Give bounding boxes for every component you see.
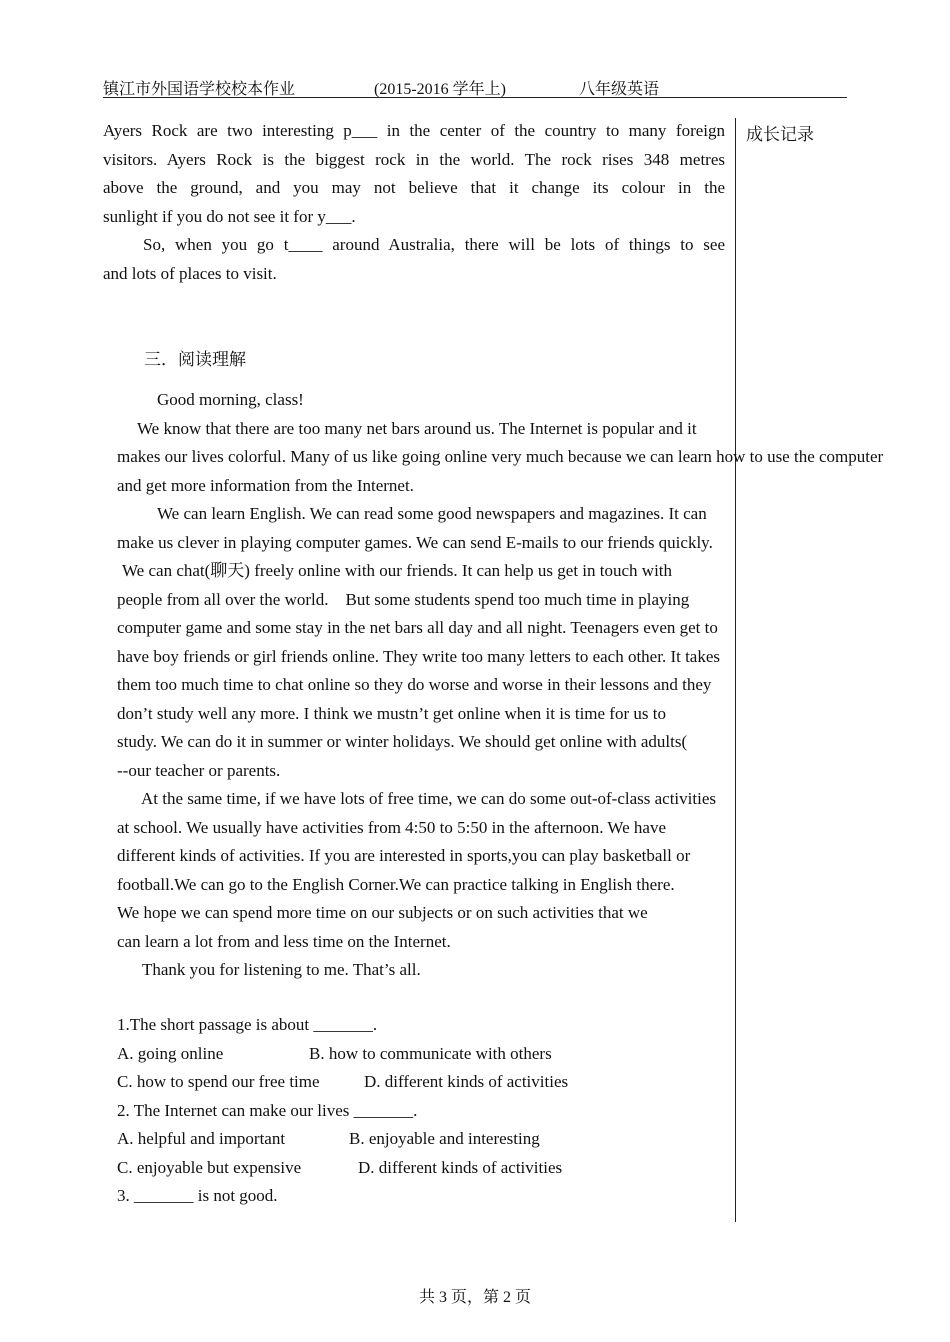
- reading-line: and get more information from the Internet.: [117, 475, 414, 495]
- reading-line: have boy friends or girl friends online. They write too many letters to each other. It takes: [117, 646, 721, 666]
- header-school: 镇江市外国语学校校本作业: [103, 81, 296, 98]
- question-2-option-b: B. enjoyable and interesting: [349, 1129, 540, 1148]
- question-3-stem: 3. _______ is not good.: [117, 1186, 278, 1205]
- reading-line: We know that there are too many net bars around us. The Internet is popular and it: [137, 418, 697, 438]
- question-2-option-c: C. enjoyable but expensive: [117, 1157, 302, 1177]
- passage1-line: and lots of places to visit.: [103, 263, 277, 283]
- passage1-line: above the ground, and you may not believe that it change its colour in the: [103, 178, 725, 197]
- question-1-option-a: A. going online: [117, 1043, 224, 1063]
- question-2-stem: 2. The Internet can make our lives _______.: [117, 1100, 418, 1120]
- question-1-stem: 1.The short passage is about _______.: [117, 1015, 378, 1034]
- passage1-line: sunlight if you do not see it for y___.: [103, 206, 356, 226]
- reading-line: We can learn English. We can read some good newspapers and magazines. It can: [157, 504, 707, 523]
- reading-line: We can chat(聊天) freely online with our friends. It can help us get in touch with: [122, 561, 673, 580]
- question-2-option-a: A. helpful and important: [117, 1129, 286, 1148]
- reading-line: football.We can go to the English Corner.We can practice talking in English there.: [117, 874, 675, 894]
- reading-line: them too much time to chat online so they do worse and worse in their lessons and they: [117, 675, 712, 694]
- question-1-option-c: C. how to spend our free time: [117, 1072, 320, 1091]
- passage1-line: So, when you go t____ around Australia, there will be lots of things to see: [143, 235, 725, 254]
- header-year: (2015-2016 学年上): [374, 81, 506, 98]
- reading-line: --our teacher or parents.: [117, 760, 281, 780]
- header-grade: 八年级英语: [579, 81, 660, 98]
- section-title: 三．阅读理解: [144, 350, 246, 369]
- header-rule: [103, 97, 847, 98]
- reading-line: people from all over the world. But some students spend too much time in playing: [117, 589, 690, 609]
- reading-line: We hope we can spend more time on our subjects or on such activities that we: [117, 903, 648, 922]
- reading-line: make us clever in playing computer games. We can send E-mails to our friends quickly.: [117, 532, 713, 552]
- reading-line: study. We can do it in summer or winter holidays. We should get online with adults(: [117, 732, 688, 751]
- reading-line: makes our lives colorful. Many of us like going online very much because we can learn how to use the computer: [117, 447, 884, 466]
- page-footer: 共 3 页，第 2 页: [418, 1289, 531, 1306]
- passage1-line: Ayers Rock are two interesting p___ in the center of the country to many foreign: [103, 121, 725, 140]
- reading-line: don’t study well any more. I think we mustn’t get online when it is time for us to: [117, 703, 666, 723]
- reading-line: different kinds of activities. If you are interested in sports,you can play basketball or: [117, 846, 691, 865]
- passage1-line: visitors. Ayers Rock is the biggest rock in the world. The rock rises 348 metres: [103, 149, 725, 169]
- reading-line: computer game and some stay in the net bars all day and all night. Teenagers even get to: [117, 618, 718, 637]
- question-1-option-b: B. how to communicate with others: [309, 1043, 552, 1063]
- side-label: 成长记录: [746, 125, 814, 144]
- reading-line: Good morning, class!: [157, 390, 304, 409]
- reading-line: can learn a lot from and less time on the Internet.: [117, 931, 451, 951]
- margin-divider: [735, 118, 736, 1222]
- reading-line: At the same time, if we have lots of free time, we can do some out-of-class activities: [141, 789, 716, 808]
- reading-line: Thank you for listening to me. That’s all.: [142, 960, 421, 979]
- question-2-option-d: D. different kinds of activities: [358, 1157, 563, 1177]
- reading-line: at school. We usually have activities from 4:50 to 5:50 in the afternoon. We have: [117, 817, 666, 837]
- question-1-option-d: D. different kinds of activities: [364, 1072, 569, 1091]
